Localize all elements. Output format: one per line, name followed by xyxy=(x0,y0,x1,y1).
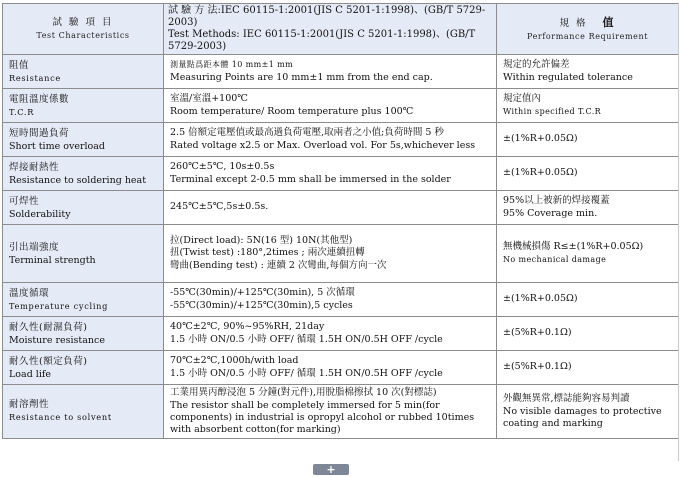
characteristic-en: Load life xyxy=(9,368,52,380)
test-spec-table xyxy=(2,3,679,439)
test-method-cell xyxy=(164,283,497,317)
test-method-cell xyxy=(164,317,497,351)
test-method-cell xyxy=(164,225,497,283)
test-characteristic-cell xyxy=(3,55,164,89)
requirement-cell xyxy=(497,225,679,283)
test-characteristic-cell xyxy=(3,89,164,123)
test-characteristic-cell xyxy=(3,317,164,351)
header-characteristic-en: Test Characteristics xyxy=(36,31,130,40)
table-row xyxy=(3,157,679,191)
method-line: 245℃±5℃,5s±0.5s. xyxy=(170,201,269,213)
test-method-cell xyxy=(164,157,497,191)
characteristic-zh: 可焊性 xyxy=(9,195,40,207)
test-method-cell xyxy=(164,191,497,225)
test-characteristic-cell xyxy=(3,283,164,317)
requirement-cell xyxy=(497,89,679,123)
method-line: 1.5 小時 ON/0.5 小時 OFF/ 循環 1.5H ON/0.5H OFF /cycle xyxy=(170,367,443,379)
requirement-cell xyxy=(497,283,679,317)
characteristic-zh: 焊接耐熱性 xyxy=(9,161,60,173)
characteristic-zh: 溫度循環 xyxy=(9,287,50,299)
characteristic-en: Temperature cycling xyxy=(9,300,109,311)
requirement-cell xyxy=(497,55,679,89)
requirement-line: 無機械損傷 R≤±(1%R+0.05Ω) xyxy=(503,241,644,252)
method-line: Rated voltage x2.5 or Max. Overload vol. For 5s,whichever less xyxy=(170,139,476,151)
method-line: The resistor shall be completely immersed for 5 min(for components) in industrial is opropyl alcohol or rubbed 10times with absorbent cotton(for marking) xyxy=(170,399,475,435)
test-method-cell xyxy=(164,55,497,89)
table-row xyxy=(3,225,679,283)
requirement-cell xyxy=(497,317,679,351)
requirement-cell xyxy=(497,385,679,439)
method-line: Room temperature/ Room temperature plus 100℃ xyxy=(170,105,414,117)
requirement-line: 95% Coverage min. xyxy=(503,207,598,219)
characteristic-en: Solderability xyxy=(9,208,71,220)
method-line: 扭(Twist test) :180°,2times ; 兩次連續扭轉 xyxy=(170,247,365,259)
requirement-line: ±(5%R+0.1Ω) xyxy=(503,361,572,373)
expand-plus-button[interactable]: + xyxy=(313,464,349,475)
characteristic-zh: 短時間過負荷 xyxy=(9,127,70,139)
requirement-line: ±(1%R+0.05Ω) xyxy=(503,293,578,305)
table-row xyxy=(3,55,679,89)
method-line: 70℃±2℃,1000h/with load xyxy=(170,355,299,366)
method-line: 40℃±2℃, 90%~95%RH, 21day xyxy=(170,321,325,332)
table-row xyxy=(3,351,679,385)
characteristic-en: Resistance xyxy=(9,72,61,83)
requirement-line: Within regulated tolerance xyxy=(503,71,633,83)
requirement-line: 規定的允許偏差 xyxy=(503,59,570,70)
test-characteristic-cell xyxy=(3,123,164,157)
characteristic-en: Resistance to solvent xyxy=(9,412,112,423)
header-test-characteristics xyxy=(3,4,164,55)
characteristic-en: Moisture resistance xyxy=(9,334,105,346)
characteristic-en: Short time overload xyxy=(9,140,105,152)
requirement-line: 規定值內 xyxy=(503,93,542,104)
table-row xyxy=(3,385,679,439)
requirement-cell xyxy=(497,191,679,225)
header-requirement-zh-b: 值 xyxy=(602,15,616,29)
table-row xyxy=(3,283,679,317)
method-line: 室溫/室溫+100℃ xyxy=(170,93,248,104)
characteristic-zh: 耐久性(耐濕負荷) xyxy=(9,321,88,333)
header-performance-requirement xyxy=(497,4,679,55)
requirement-line: 外觀無異常,標誌能夠容易判讀 xyxy=(503,393,630,404)
header-requirement-zh-a: 規 格 xyxy=(559,17,588,29)
requirement-line: ±(1%R+0.05Ω) xyxy=(503,133,578,145)
test-characteristic-cell xyxy=(3,351,164,385)
table-body xyxy=(3,55,679,439)
test-method-cell xyxy=(164,351,497,385)
requirement-line: Within specified T.C.R xyxy=(503,106,602,116)
characteristic-zh: 引出端強度 xyxy=(9,241,60,253)
header-test-methods xyxy=(164,4,497,55)
method-line: 2.5 倍額定電壓值或最高過負荷電壓,取兩者之小值;負荷時間 5 秒 xyxy=(170,127,444,138)
test-characteristic-cell xyxy=(3,225,164,283)
method-line: Terminal except 2-0.5 mm shall be immersed in the solder xyxy=(170,173,451,185)
requirement-line: No mechanical damage xyxy=(503,254,607,264)
requirement-line: ±(1%R+0.05Ω) xyxy=(503,167,578,179)
characteristic-zh: 耐溶劑性 xyxy=(9,399,50,411)
method-line: 260℃±5℃, 10s±0.5s xyxy=(170,161,275,172)
characteristic-zh: 電阻溫度係數 xyxy=(9,93,70,105)
characteristic-zh: 耐久性(額定負荷) xyxy=(9,355,88,367)
test-method-cell xyxy=(164,89,497,123)
method-line: 測量點爲距本體 10 mm±1 mm xyxy=(170,60,294,69)
header-method-line-1: 試 驗 方 法:IEC 60115-1:2001(JIS C 5201-1:1998)、(GB/T 5729-2003) xyxy=(168,5,486,28)
method-line: 1.5 小時 ON/0.5 小時 OFF/ 循環 1.5H ON/0.5H OFF /cycle xyxy=(170,333,443,345)
table-row xyxy=(3,191,679,225)
method-line: -55℃(30min)/+125℃(30min), 5 次循環 xyxy=(170,287,355,298)
characteristic-en: Resistance to soldering heat xyxy=(9,174,147,186)
requirement-cell xyxy=(497,123,679,157)
method-line: 工業用異丙醇浸泡 5 分鐘(對元件),用脫脂棉擦拭 10 次(對標誌) xyxy=(170,387,437,398)
method-line: 彎曲(Bending test) : 連續 2 次彎曲,每個方向一次 xyxy=(170,259,387,271)
header-requirement-en: Performance Requirement xyxy=(526,31,649,41)
table-row xyxy=(3,89,679,123)
method-line: Measuring Points are 10 mm±1 mm from the end cap. xyxy=(170,71,433,83)
requirement-line: ±(5%R+0.1Ω) xyxy=(503,327,572,339)
test-method-cell xyxy=(164,385,497,439)
requirement-cell xyxy=(497,157,679,191)
requirement-cell xyxy=(497,351,679,385)
table-row xyxy=(3,123,679,157)
test-characteristic-cell xyxy=(3,385,164,439)
test-characteristic-cell xyxy=(3,157,164,191)
characteristic-en: Terminal strength xyxy=(9,254,96,266)
characteristic-zh: 阻值 xyxy=(9,59,30,71)
test-method-cell xyxy=(164,123,497,157)
method-line: -55℃(30min)/+125℃(30min),5 cycles xyxy=(170,299,353,311)
requirement-line: No visible damages to protective coating and marking xyxy=(503,405,662,429)
test-characteristic-cell xyxy=(3,191,164,225)
characteristic-en: T.C.R xyxy=(9,106,35,117)
table-row xyxy=(3,317,679,351)
header-method-line-2: Test Methods: IEC 60115-1:2001(JIS C 5201-1:1998)、(GB/T 5729-2003) xyxy=(168,29,476,52)
requirement-line: 95%以上被新的焊接覆蓋 xyxy=(503,195,610,206)
table-header-row xyxy=(3,4,679,55)
method-line: 拉(Direct load): 5N(16 型) 10N(其他型) xyxy=(170,234,353,246)
header-characteristic-zh: 試 驗 項 目 xyxy=(52,17,114,28)
